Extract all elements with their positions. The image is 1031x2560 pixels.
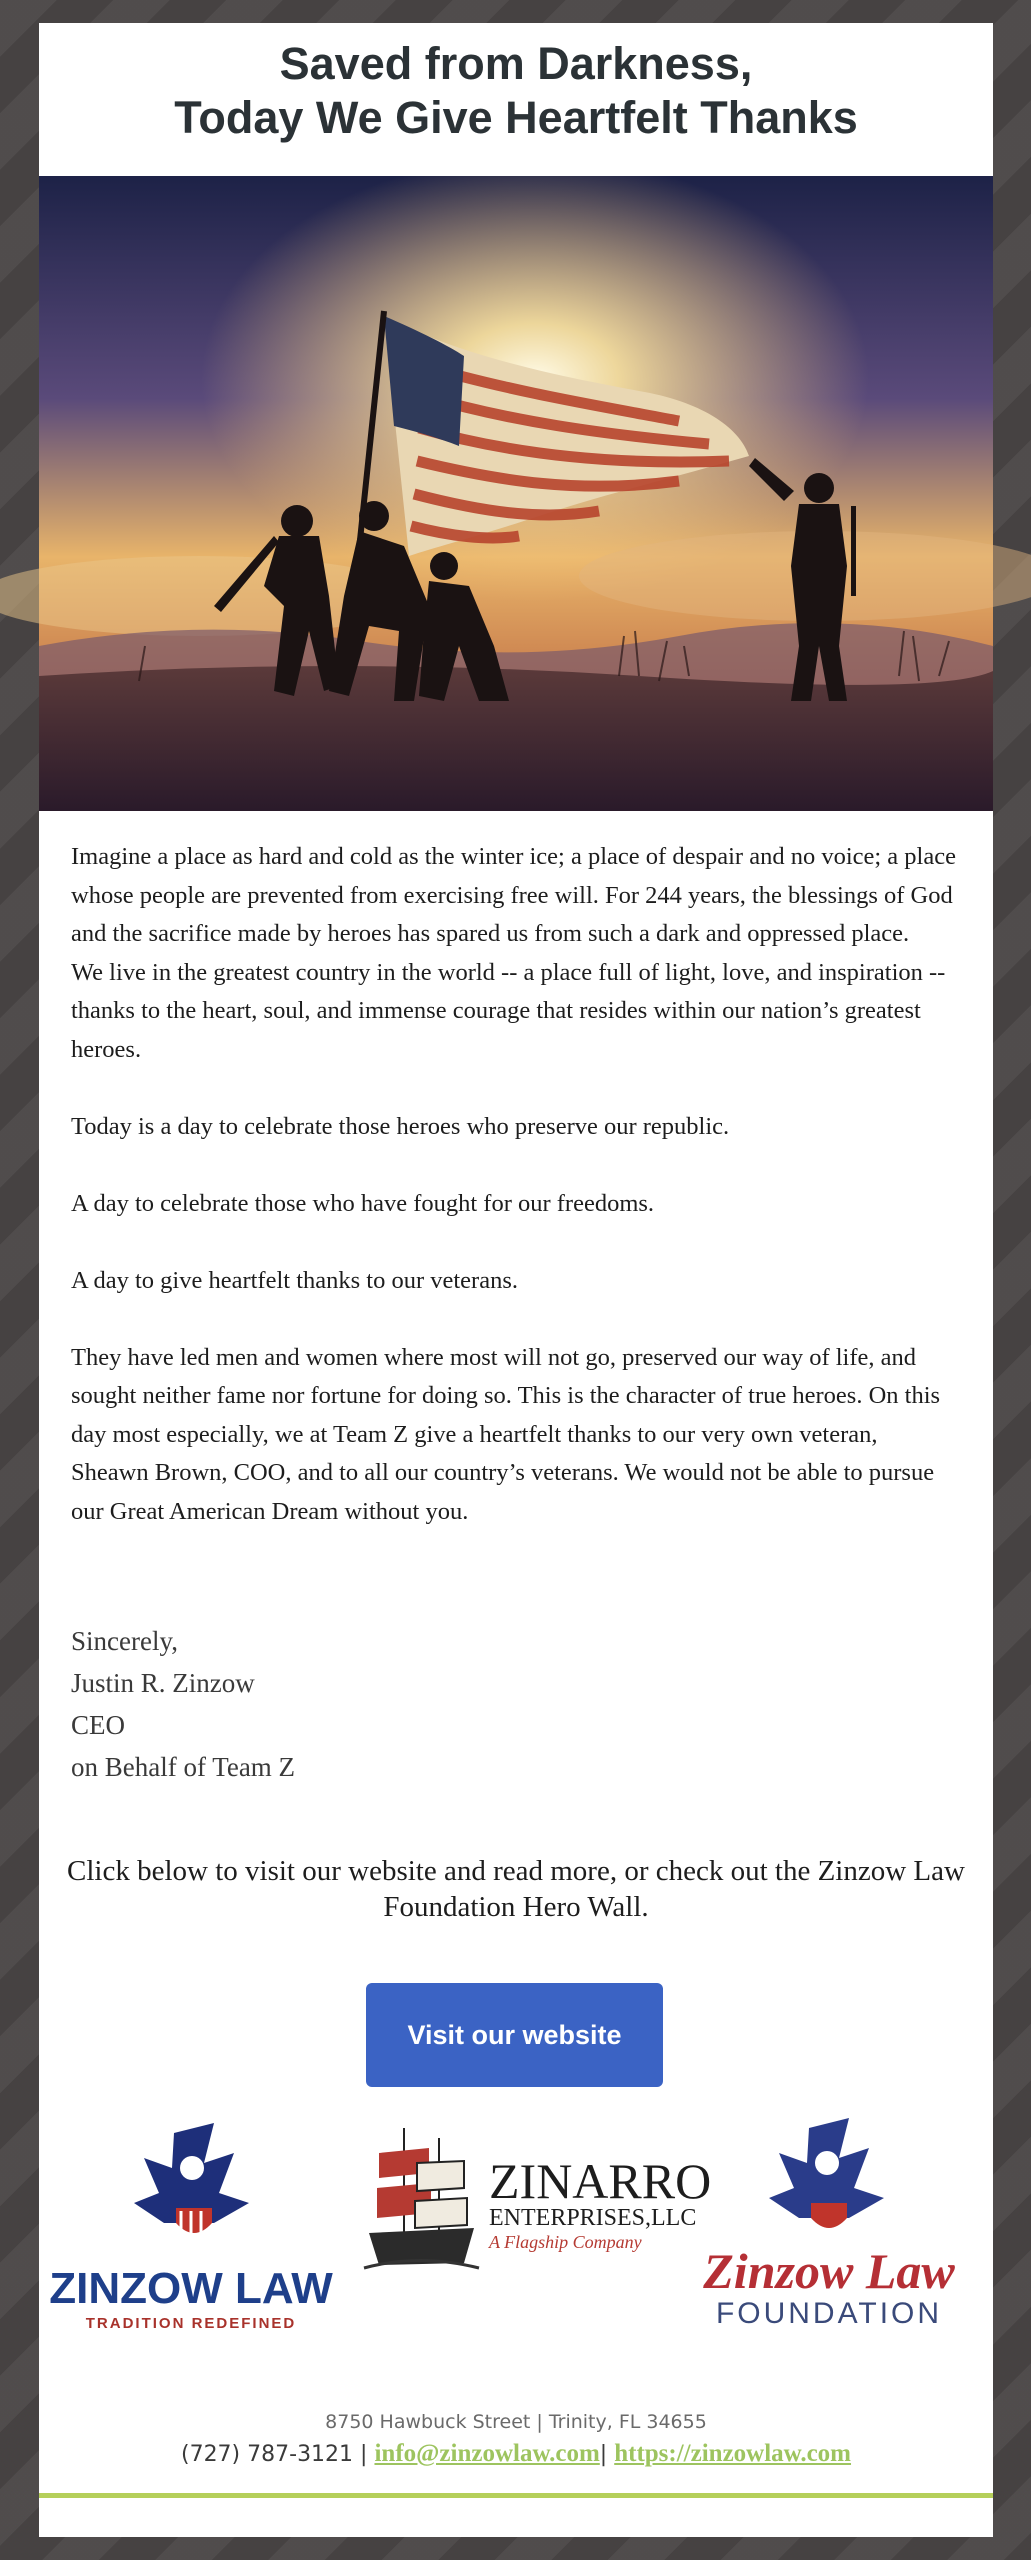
svg-text:Zinzow Law: Zinzow Law	[703, 2243, 955, 2299]
svg-text:ENTERPRISES,LLC: ENTERPRISES,LLC	[489, 2205, 697, 2231]
paragraph: A day to celebrate those who have fought for our freedoms.	[71, 1189, 655, 1217]
logo-row	[39, 2113, 993, 2353]
paragraph: We live in the greatest country in the world -- a place full of light, love, and inspiration -- thanks to the heart, soul, and immense courage that resides within our nation’s greatest heroes.	[71, 958, 946, 1063]
letter-body	[71, 838, 961, 1531]
email-card	[39, 23, 993, 2537]
paragraph: Imagine a place as hard and cold as the winter ice; a place of despair and no voice; a place whose people are prevented from exercising free will. For 244 years, the blessings of God and the sacrifice made by heroes has spared us from such a dark and oppressed place.	[71, 843, 956, 947]
signature-name: Justin R. Zinzow	[71, 1668, 255, 1698]
visit-website-button[interactable]: Visit our website	[366, 1983, 663, 2087]
footer-divider	[39, 2493, 993, 2498]
zinzow-foundation-logo[interactable]	[679, 2113, 979, 2348]
svg-text:ZINZOW LAW: ZINZOW LAW	[49, 2264, 333, 2313]
svg-text:FOUNDATION: FOUNDATION	[715, 2297, 943, 2330]
footer-phone: (727) 787-3121 |	[180, 2442, 368, 2467]
svg-text:ZINARRO: ZINARRO	[489, 2153, 712, 2209]
paragraph: They have led men and women where most will not go, preserved our way of life, and sought neither fame nor fortune for doing so. This is the character of true heroes. On this day most especially, we at Team Z give a heartfelt thanks to our very own veteran, Sheawn Brown, COO, and to all our country’s veterans. We would not be able to pursue our Great American Dream without you.	[71, 1343, 941, 1525]
email-link[interactable]: info@zinzowlaw.com	[374, 2440, 600, 2467]
page-title	[39, 37, 993, 145]
footer-contact	[39, 2439, 993, 2470]
svg-text:TRADITION REDEFINED: TRADITION REDEFINED	[85, 2315, 297, 2332]
footer-address: 8750 Hawbuck Street | Trinity, FL 34655	[325, 2411, 707, 2433]
paragraph: A day to give heartfelt thanks to our veterans.	[71, 1266, 518, 1294]
svg-text:A Flagship Company: A Flagship Company	[489, 2232, 642, 2252]
footer-separator: |	[599, 2442, 608, 2467]
title-line-2: Today We Give Heartfelt Thanks	[174, 92, 858, 143]
zinzow-law-logo[interactable]	[49, 2113, 333, 2348]
signature-role: CEO	[71, 1710, 125, 1740]
signature-closing: Sincerely,	[71, 1626, 178, 1656]
signature-team: on Behalf of Team Z	[71, 1752, 296, 1782]
signature-block	[71, 1620, 671, 1788]
website-link[interactable]: https://zinzowlaw.com	[614, 2440, 852, 2467]
cta-text: Click below to visit our website and read more, or check out the Zinzow Law Foundation Hero Wall.	[67, 1855, 965, 1923]
paragraph: Today is a day to celebrate those heroes who preserve our republic.	[71, 1112, 730, 1140]
title-line-1: Saved from Darkness,	[279, 38, 753, 89]
zinarro-logo[interactable]	[359, 2113, 719, 2283]
hero-image	[39, 176, 993, 811]
hero-illustration	[39, 176, 993, 811]
